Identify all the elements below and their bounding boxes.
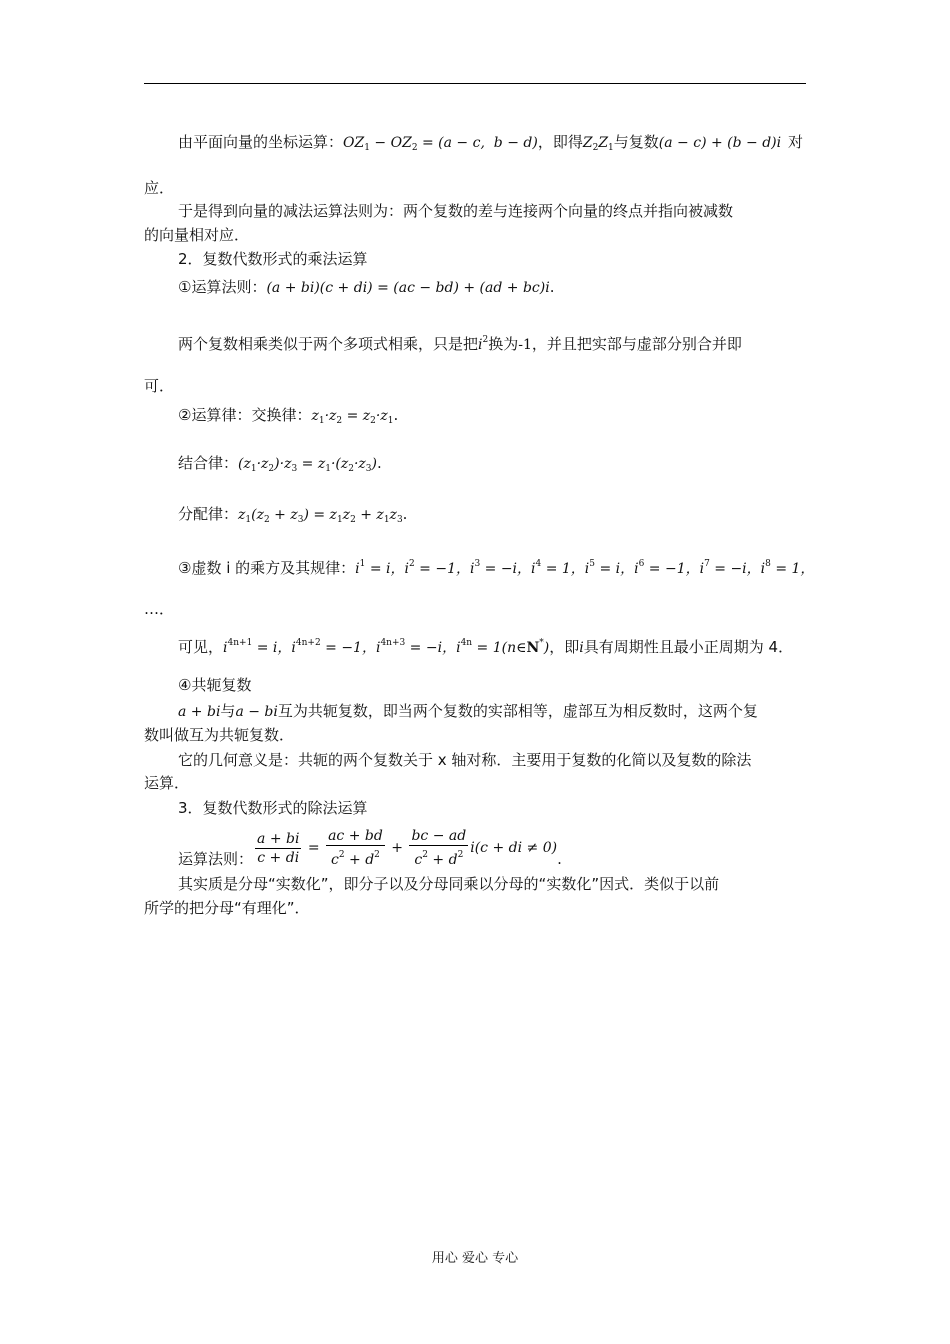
paragraph-conjugate: a + bi与a − bi互为共轭复数，即当两个复数的实部相等，虚部互为相反数时，这两个复 bbox=[178, 702, 758, 720]
paragraph-commutative: ②运算律：交换律：$z_1\cdot z_2 = z_2\cdot z_1$. bbox=[178, 406, 399, 426]
formula-division: $\frac{a + bi}{c + di}$ = $\frac{ac + bd}{c^2 + d^2}$ + $\frac{bc - ad}{c^2 + d^2}$ i(c + di ≠ 0) bbox=[257, 828, 558, 868]
formula-powers-of-i: $i^1 = i$，$i^2 = -1$，$i^3 = -i$，$i^4 = 1$，$i^5 = i$，$i^6 = -1$，$i^7 = -i$，$i^8 = 1$， bbox=[355, 559, 815, 577]
heading-multiplication: 2．复数代数形式的乘法运算 bbox=[178, 250, 368, 268]
formula-multiplication: (a + bi)(c + di) = (ac − bd) + (ad + bc)i bbox=[266, 280, 550, 296]
page-footer: 用心 爱心 专心 bbox=[431, 1251, 519, 1266]
formula-z2z1: $Z_2Z_1$ bbox=[582, 135, 614, 153]
heading-division: 3．复数代数形式的除法运算 bbox=[178, 799, 368, 817]
paragraph-distributive: 分配律：$z_1(z_2 + z_3) = z_1z_2 + z_1z_3$. bbox=[178, 505, 408, 525]
paragraph-associative: 结合律：$(z_1\cdot z_2)\cdot z_3 = z_1\cdot(z_2\cdot z_3)$. bbox=[178, 454, 382, 474]
paragraph-periodicity: 可见，$i^{4n+1} = i$，$i^{4n+2} = -1$，$i^{4n+3} = -i$，$i^{4n}$ = 1(n∈N*)，即i具有周期性且最小正周期为 4． bbox=[178, 638, 794, 656]
formula-distributive: $z_1(z_2 + z_3) = z_1z_2 + z_1z_3$ bbox=[238, 507, 403, 525]
formula-associative: $(z_1\cdot z_2)\cdot z_3 = z_1\cdot(z_2\cdot z_3)$ bbox=[238, 456, 377, 474]
formula-periodicity: $i^{4n+1} = i$，$i^{4n+2} = -1$，$i^{4n+3} = -i$，$i^{4n}$ = 1(n∈N*) bbox=[223, 638, 550, 656]
formula-oz-difference: $OZ_1 - OZ_2 = (a - c$, b − d) bbox=[343, 135, 538, 153]
paragraph-powers-of-i: ③虚数 i 的乘方及其规律：$i^1 = i$，$i^2 = -1$，$i^3 = -i$，$i^4 = 1$，$i^5 = i$，$i^6 = -1$，$i^7 = -i$，$i^8 = 1$， bbox=[178, 559, 815, 577]
formula-commutative: $z_1\cdot z_2 = z_2\cdot z_1$ bbox=[311, 408, 394, 426]
paragraph-subtraction-coords: 由平面向量的坐标运算：$OZ_1 - OZ_2 = (a - c$, b − d)，即得$Z_2Z_1$与复数(a − c) + (b − d)i bbox=[178, 133, 782, 153]
formula-i-squared: $i^2$ bbox=[478, 335, 489, 353]
paragraph-division-rule: 运算法则： $\frac{a + bi}{c + di}$ = $\frac{ac + bd}{c^2 + d^2}$ + $\frac{bc - ad}{c^2 + d^2}$ i(c + di ≠ 0). bbox=[178, 828, 562, 868]
formula-a-plus-bi: a + bi bbox=[178, 704, 221, 720]
paragraph-multiplication-explain: 两个复数相乘类似于两个多项式相乘，只是把$i^2$换为-1，并且把实部与虚部分别合并即 bbox=[178, 335, 742, 353]
formula-complex-difference: (a − c) + (b − d)i bbox=[658, 135, 782, 151]
heading-conjugate: ④共轭复数 bbox=[178, 676, 252, 694]
header-rule bbox=[144, 83, 806, 84]
paragraph-multiplication-rule: ①运算法则：(a + bi)(c + di) = (ac − bd) + (ad + bc)i. bbox=[178, 278, 555, 296]
formula-a-minus-bi: a − bi bbox=[235, 704, 278, 720]
